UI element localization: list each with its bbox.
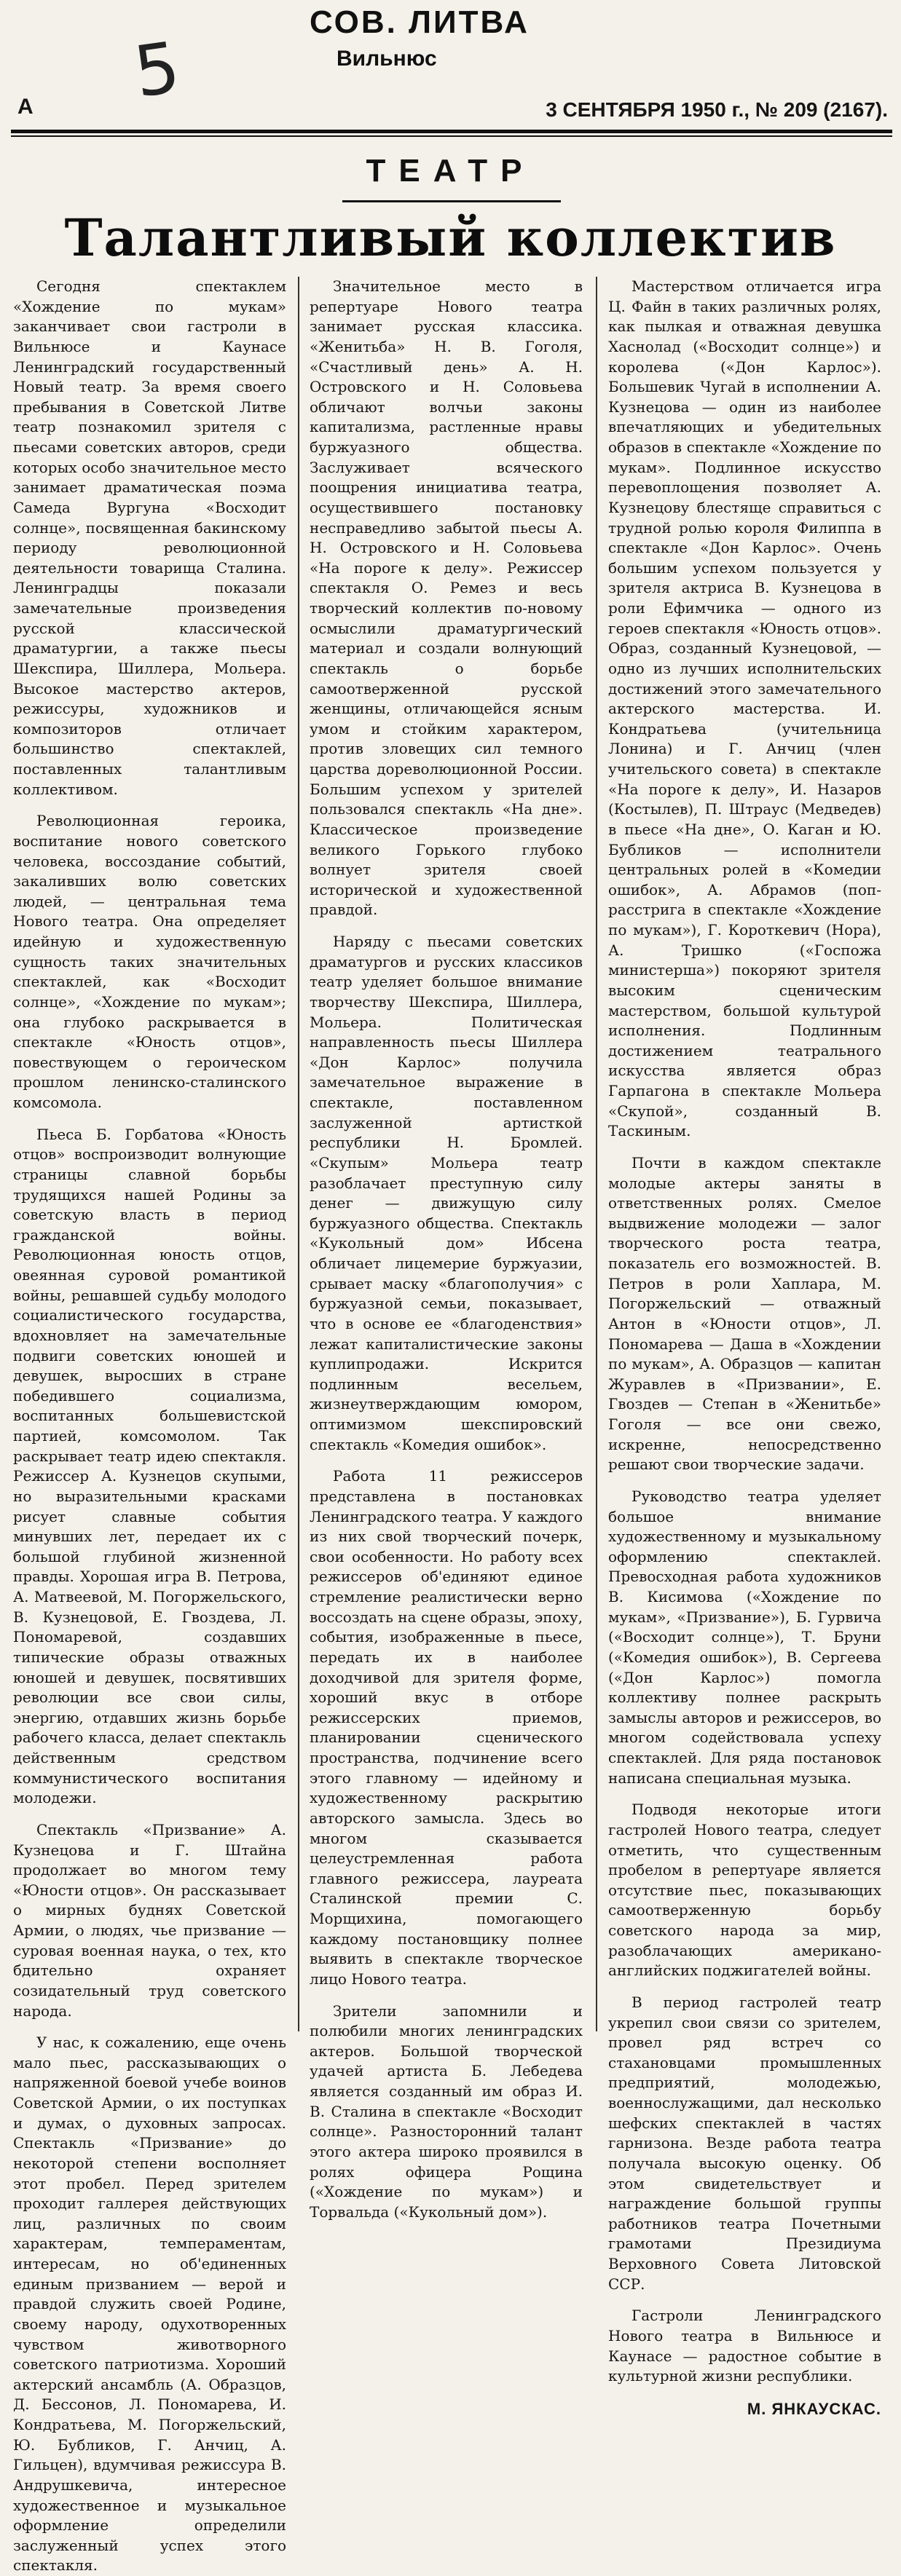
paragraph: Почти в каждом спектакле молодые актеры заняты в ответственных ролях. Смелое выдвижение молодежи — залог творческого роста театра, показатель его возможностей. В. Петров в роли Хаплара, М. Погоржельский — отважный Антон в «Юности отцов», Л. Пономарева — Даша в «Хождении по мукам», А. Образцов — капитан Журавлев в «Призвании», Е. Гвоздев — Степан в «Женитьбе» Гоголя — все они свежо, искренне, непосредственно решают свои творческие задачи. (608, 1153, 881, 1474)
paragraph: Руководство театра уделяет большое внимание художественному и музыкальному оформлению спектаклей. Превосходная работа художников В. Кисимова («Хождение по мукам», «Призвание»), Б. Гурвича («Восходит солнце»), Т. Бруни («Комедия ошибок»), В. Сергеева («Дон Карлос») помогла коллективу полнее раскрыть замыслы авторов и режиссеров, во многом содействовала успеху спектаклей. Для ряда постановок написана специальная музыка. (608, 1487, 881, 1787)
column-divider (298, 277, 299, 2031)
publication-name: СОВ. ЛИТВА (310, 4, 530, 40)
article-column-2 (310, 277, 583, 2221)
article-headline: Талантливый коллектив (64, 208, 837, 268)
section-rubric: ТЕАТР (366, 153, 535, 189)
issue-date-number: 3 СЕНТЯБРЯ 1950 г., № 209 (2167). (546, 98, 888, 121)
paragraph: Пьеса Б. Горбатова «Юность отцов» воспроизводит волнующие страницы славной борьбы трудящихся нашей Родины за советскую власть в период гражданской войны. Революционная юность отцов, овеянная суровой романтикой войны, решавшей судьбу молодого социалистического государства, вдохновляет на замечательные подвиги советских юношей и девушек, выросших в стране победившего социализма, воспитанных большевистской партией, комсомолом. Так раскрывает театр идею спектакля. Режиссер А. Кузнецов скупыми, но выразительными красками рисует славные события минувших лет, передает их с большой глубиной жизненной правды. Хорошая игра В. Петрова, А. Матвеевой, М. Погоржельского, В. Кузнецовой, Е. Гвоздева, Л. Пономаревой, создавших типические образы отважных юношей и девушек, посвятивших революции все свои силы, энергию, отдавших жизнь борьбе рабочего класса, делает спектакль действенным средством коммунистического воспитания молодежи. (13, 1125, 286, 1807)
paragraph: Значительное место в репертуаре Нового театра занимает русская классика. «Женитьба» Н. В. Гоголя, «Счастливый день» А. Н. Островского и Н. Соловьева обличают волчьи законы капитализма, растленные нравы буржуазного общества. Заслуживает всяческого поощрения инициатива театра, осуществившего постановку несправедливо забытой пьесы А. Н. Островского и Н. Соловьева «На пороге к делу». Режиссер спектакля О. Ремез и весь творческий коллектив по-новому осмыслили драматургический материал и создали волнующий спектакль о борьбе самоотверженной русской женщины, отличающейся ясным умом и стойким характером, против зловещих сил темного царства дореволюционной России. Большим успехом у зрителей пользовался спектакль «На дне». Классическое произведение великого Горького глубоко волнует зрителя своей исторической и художественной правдой. (310, 277, 583, 919)
paragraph: У нас, к сожалению, еще очень мало пьес, рассказывающих о напряженной боевой учебе воинов Советской Армии, о их поступках и думах, о духовных запросах. Спектакль «Призвание» до некоторой степени восполняет этот пробел. Перед зрителем проходит галлерея действующих лиц, различных по своим характерам, темпераментам, интересам, но об'единенных единым призванием — верой и правдой служить своей Родине, своему народу, одухотворенных чувством животворного советского патриотизма. Хороший актерский ансамбль (А. Образцов, Д. Бессонов, Л. Пономарева, И. Кондратьева, М. Погоржельский, Ю. Бубликов, Г. Анчиц, А. Гильцен), вдумчивая режиссура В. Андрушкевича, интересное художественное и музыкальное оформление определили заслуженный успех этого спектакля. (13, 2034, 286, 2575)
paragraph: Спектакль «Призвание» А. Кузнецова и Г. Штайна продолжает во многом тему «Юности отцов». Он рассказывает о мирных буднях Советской Армии, о людях, чье призвание — суровая военная наука, о тех, кто бдительно охраняет созидательный труд советского народа. (13, 1820, 286, 2020)
paragraph: Наряду с пьесами советских драматургов и русских классиков театр уделяет большое внимание творчеству Шекспира, Шиллера, Мольера. Политическая направленность пьесы Шиллера «Дон Карлос» получила замечательное выражение в спектакле, поставленном заслуженной артисткой республики Н. Бромлей. «Скупым» Мольера театр разоблачает преступную силу денег — движущую силу буржуазного общества. Спектакль «Кукольный дом» Ибсена обличает лицемерие буржуазии, срывает маску «благополучия» с буржуазной семьи, показывает, что в основе ее «благоденствия» лежат капиталистические законы куплипродажи. Искрится подлинным весельем, жизнеутверждающим юмором, оптимизмом шекспировский спектакль «Комедия ошибок». (310, 933, 583, 1453)
masthead (0, 0, 901, 131)
author-signature: М. ЯНКАУСКАС. (747, 2399, 881, 2418)
paragraph: Гастроли Ленинградского Нового театра в Вильнюсе и Каунасе — радостное событие в культурной жизни республики. (608, 2307, 881, 2385)
paragraph: Мастерством отличается игра Ц. Файн в таких различных ролях, как пылкая и отважная девушка Хаснолад («Восходит солнце») и королева («Дон Карлос»). Большевик Чугай в исполнении А. Кузнецова — один из наиболее впечатляющих и убедительных образов в спектакле «Хождение по мукам». Подлинное искусство перевоплощения позволяет А. Кузнецову блестяще справиться с трудной ролью короля Филиппа в спектакле «Дон Карлос». Очень большим успехом пользуется у зрителя актриса В. Кузнецова в роли Ефимчика — одного из героев спектакля «Юность отцов». Образ, созданный Кузнецовой, — одно из лучших исполнительских достижений этого замечательного актерского мастерства. И. Кондратьева (учительница Лонина) и Г. Анчиц (член учительского совета) в спектакле «На пороге к делу», И. Назаров (Костылев), П. Штраус (Медведев) в пьесе «На дне», О. Каган и Ю. Бубликов — исполнители центральных ролей в «Комедии ошибок», А. Абрамов (поп-расстрига в спектакле «Хождение по мукам»), Г. Короткевич (Нора), А. Тришко («Госпожа министерша») покоряют зрителя высоким сценическим мастерством, большой культурой исполнения. Подлинным достижением театрального искусства является образ Гарпагона в спектакле Мольера «Скупой», созданный В. Таскиным. (608, 277, 881, 1140)
article-column-1 (13, 277, 286, 2575)
handwritten-page-mark: 5 (129, 26, 185, 114)
column-divider (596, 277, 597, 2031)
paragraph: В период гастролей театр укрепил свои связи со зрителем, провел ряд встреч со стахановцами промышленных предприятий, молодежью, военнослужащими, дал несколько шефских спектаклей в частях гарнизона. Везде работа театра получала высокую оценку. Об этом свидетельствует и награждение большой группы работников театра Почетными грамотами Президиума Верховного Совета Литовской ССР. (608, 1993, 881, 2293)
article-column-3 (608, 277, 881, 2418)
publication-city: Вильнюс (337, 47, 437, 71)
paragraph: Революционная героика, воспитание нового советского человека, воссоздание событий, закаливших волю советских людей, — центральная тема Нового театра. Она определяет идейную и художественную сущность таких значительных спектаклей, как «Восходит солнце», «Хождение по мукам»; она глубоко раскрывается в спектакле «Юность отцов», повествующем о героическом прошлом ленинско-сталинского комсомола. (13, 812, 286, 1111)
paragraph: Подводя некоторые итоги гастролей Нового театра, следует отметить, что существенным пробелом в репертуаре является отсутствие пьес, показывающих самоотверженную борьбу советского народа за мир, разоблачающих американо-английских поджигателей войны. (608, 1801, 881, 1980)
masthead-rule (11, 130, 892, 133)
masthead-rule-thin (11, 135, 892, 137)
rubric-underline (342, 200, 561, 202)
paragraph: Зрители запомнили и полюбили многих ленинградских актеров. Большой творческой удачей артиста Б. Лебедева является созданный им образ И. В. Сталина в спектакле «Восходит солнце». Разносторонний талант этого актера широко проявился в ролях офицера Рощина («Хождение по мукам») и Торвальда («Кукольный дом»). (310, 2002, 583, 2221)
edition-letter: А (17, 95, 34, 119)
paragraph: Сегодня спектаклем «Хождение по мукам» заканчивает свои гастроли в Вильнюсе и Каунасе Ленинградский государственный Новый театр. За время своего пребывания в Советской Литве театр познакомил зрителя с пьесами советских авторов, среди которых особо значительное место занимает драматическая поэма Самеда Вургуна «Восходит солнце», посвященная бакинскому периоду революционной деятельности товарища Сталина. Ленинградцы показали замечательные произведения русской классической драматургии, а также пьесы Шекспира, Шиллера, Мольера. Высокое мастерство актеров, режиссуры, художников и композиторов отличает большинство спектаклей, поставленных талантливым коллективом. (13, 277, 286, 798)
paragraph: Работа 11 режиссеров представлена в постановках Ленинградского театра. У каждого из них свой творческий почерк, свои особенности. Но работу всех режиссеров об'единяют единое стремление реалистически верно воссоздать на сцене образы, эпоху, события, изображенные в пьесе, передать их в наиболее доходчивой для зрителя форме, хороший вкус в отборе режиссерских приемов, планировании сценического пространства, подчинение всего этого главному — идейному и художественному раскрытию авторского замысла. Здесь во многом сказывается целеустремленная работа главного режиссера, лауреата Сталинской премии С. Морщихина, помогающего каждому постановщику полнее выявить в спектакле творческое лицо Нового театра. (310, 1467, 583, 1988)
